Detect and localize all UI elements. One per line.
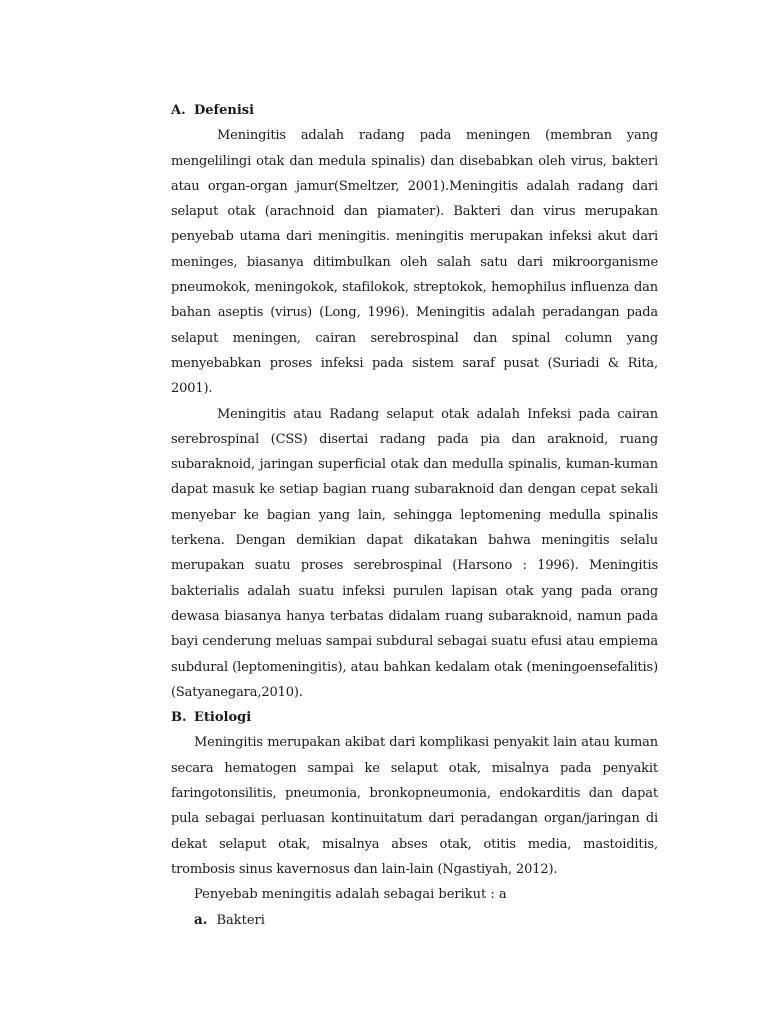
section-heading-defenisi xyxy=(171,98,658,123)
paragraph-defenisi-2: Meningitis atau Radang selaput otak adalah Infeksi pada cairan serebrospinal (CSS) disertai radang pada pia dan araknoid, ruang subaraknoid, jaringan superficial otak dan medulla spinalis, kuman-kuman dapat masuk ke setiap bagian ruang subaraknoid dan dengan cepat sekali menyebar ke bagian yang lain, sehingga leptomening medulla spinalis terkena. Dengan demikian dapat dikatakan bahwa meningitis selalu merupakan suatu proses serebrospinal (Harsono : 1996). Meningitis bakterialis adalah suatu infeksi purulen lapisan otak yang pada orang dewasa biasanya hanya terbatas didalam ruang subaraknoid, namun pada bayi cenderung meluas sampai subdural sebagai suatu efusi atau empiema subdural (leptomeningitis), atau bahkan kedalam otak (meningoensefalitis) (Satyanegara,2010). xyxy=(171,406,658,700)
section-number: B. xyxy=(171,710,187,726)
list-item-label: Bakteri xyxy=(216,912,265,928)
section-heading-etiologi xyxy=(171,705,658,730)
section-title: Etiologi xyxy=(194,710,252,726)
section-title: Defenisi xyxy=(194,103,255,118)
paragraph-etiologi-1: Meningitis merupakan akibat dari komplikasi penyakit lain atau kuman secara hematogen sampai ke selaput otak, misalnya pada penyakit faringotonsilitis, pneumonia, bronkopneumonia, endokarditis dan dapat pula sebagai perluasan kontinuitatum dari peradangan organ/jaringan di dekat selaput otak, misalnya abses otak, otitis media, mastoiditis, trombosis sinus kavernosus dan lain-lain (Ngastiyah, 2012). xyxy=(171,735,658,877)
paragraph-penyebab-intro: Penyebab meningitis adalah sebagai berikut : a xyxy=(194,887,507,903)
document-body xyxy=(171,98,658,933)
list-marker: a. xyxy=(194,911,208,928)
section-number: A. xyxy=(171,103,186,118)
list-item-bakteri xyxy=(171,908,658,933)
paragraph-defenisi-1: Meningitis adalah radang pada meningen (membran yang mengelilingi otak dan medula spinalis) dan disebabkan oleh virus, bakteri atau organ-organ jamur(Smeltzer, 2001).Meningitis adalah radang dari selaput otak (arachnoid dan piamater). Bakteri dan virus merupakan penyebab utama dari meningitis. meningitis merupakan infeksi akut dari meninges, biasanya ditimbulkan oleh salah satu dari mikroorganisme pneumokok, meningokok, stafilokok, streptokok, hemophilus influenza dan bahan aseptis (virus) (Long, 1996). Meningitis adalah peradangan pada selaput meningen, cairan serebrospinal dan spinal column yang menyebabkan proses infeksi pada sistem saraf pusat (Suriadi & Rita, 2001). xyxy=(171,128,658,397)
